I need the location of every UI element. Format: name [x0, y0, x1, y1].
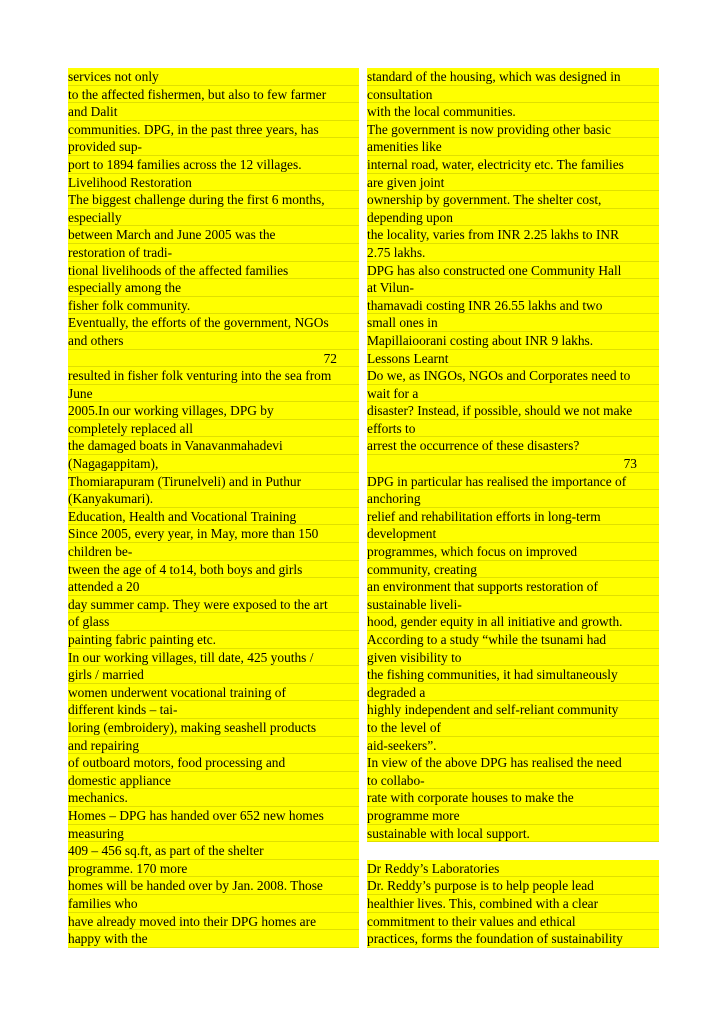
left-text-line: fisher folk community.: [68, 297, 359, 315]
right-text-line: efforts to: [367, 420, 659, 438]
right-text-line: small ones in: [367, 314, 659, 332]
right-text-line: the locality, varies from INR 2.25 lakhs to INR: [367, 226, 659, 244]
right-text-line: standard of the housing, which was designed in: [367, 68, 659, 86]
right-text-line: are given joint: [367, 174, 659, 192]
left-text-line: day summer camp. They were exposed to the art: [68, 596, 359, 614]
left-text-line: domestic appliance: [68, 772, 359, 790]
left-text-line: have already moved into their DPG homes are: [68, 913, 359, 931]
left-text-line: (Kanyakumari).: [68, 490, 359, 508]
left-text-line: girls / married: [68, 666, 359, 684]
right-text-line: Mapillaioorani costing about INR 9 lakhs.: [367, 332, 659, 350]
right-text-line: relief and rehabilitation efforts in long-term: [367, 508, 659, 526]
right-text-line: programmes, which focus on improved: [367, 543, 659, 561]
right-text-line: depending upon: [367, 209, 659, 227]
left-text-line: tween the age of 4 to14, both boys and girls: [68, 561, 359, 579]
right-text-line: practices, forms the foundation of sustainability: [367, 930, 659, 948]
right-text-line: wait for a: [367, 385, 659, 403]
page-number: 72: [68, 350, 359, 368]
right-text-line: disaster? Instead, if possible, should we not make: [367, 402, 659, 420]
right-text-line: highly independent and self-reliant community: [367, 701, 659, 719]
left-text-line: women underwent vocational training of: [68, 684, 359, 702]
right-text-line: the fishing communities, it had simultaneously: [367, 666, 659, 684]
left-text-line: programme. 170 more: [68, 860, 359, 878]
right-text-line: hood, gender equity in all initiative and growth.: [367, 613, 659, 631]
right-text-line: to the level of: [367, 719, 659, 737]
left-text-line: resulted in fisher folk venturing into the sea from: [68, 367, 359, 385]
left-text-line: happy with the: [68, 930, 359, 948]
right-text-line: at Vilun-: [367, 279, 659, 297]
right-text-line: given visibility to: [367, 649, 659, 667]
left-text-line: especially: [68, 209, 359, 227]
right-text-column: [367, 68, 659, 948]
left-text-line: services not only: [68, 68, 359, 86]
left-text-line: homes will be handed over by Jan. 2008. Those: [68, 877, 359, 895]
right-text-line: rate with corporate houses to make the: [367, 789, 659, 807]
left-text-line: painting fabric painting etc.: [68, 631, 359, 649]
left-text-line: Eventually, the efforts of the government, NGOs: [68, 314, 359, 332]
left-text-line: families who: [68, 895, 359, 913]
right-text-line: healthier lives. This, combined with a clear: [367, 895, 659, 913]
right-text-line: Dr Reddy’s Laboratories: [367, 860, 659, 878]
right-text-line: DPG in particular has realised the importance of: [367, 473, 659, 491]
right-text-line: an environment that supports restoration of: [367, 578, 659, 596]
blank-line: [367, 842, 659, 860]
left-text-line: In our working villages, till date, 425 youths /: [68, 649, 359, 667]
left-text-line: loring (embroidery), making seashell products: [68, 719, 359, 737]
right-text-line: thamavadi costing INR 26.55 lakhs and two: [367, 297, 659, 315]
left-text-line: mechanics.: [68, 789, 359, 807]
right-text-line: sustainable with local support.: [367, 825, 659, 843]
right-text-line: community, creating: [367, 561, 659, 579]
right-text-line: commitment to their values and ethical: [367, 913, 659, 931]
right-text-line: DPG has also constructed one Community Hall: [367, 262, 659, 280]
left-text-line: Education, Health and Vocational Training: [68, 508, 359, 526]
left-text-line: of glass: [68, 613, 359, 631]
right-text-line: development: [367, 525, 659, 543]
left-text-line: June: [68, 385, 359, 403]
right-text-line: degraded a: [367, 684, 659, 702]
left-text-line: children be-: [68, 543, 359, 561]
right-text-line: Dr. Reddy’s purpose is to help people lead: [367, 877, 659, 895]
left-text-line: the damaged boats in Vanavanmahadevi: [68, 437, 359, 455]
right-text-line: arrest the occurrence of these disasters?: [367, 437, 659, 455]
page-number: 73: [367, 455, 659, 473]
left-text-line: Homes – DPG has handed over 652 new homes: [68, 807, 359, 825]
right-text-line: ownership by government. The shelter cost,: [367, 191, 659, 209]
left-text-line: between March and June 2005 was the: [68, 226, 359, 244]
left-text-line: 2005.In our working villages, DPG by: [68, 402, 359, 420]
right-text-line: sustainable liveli-: [367, 596, 659, 614]
left-text-column: [68, 68, 359, 948]
left-text-line: and others: [68, 332, 359, 350]
left-text-line: communities. DPG, in the past three years, has: [68, 121, 359, 139]
right-text-line: internal road, water, electricity etc. The families: [367, 156, 659, 174]
right-text-line: to collabo-: [367, 772, 659, 790]
right-text-line: aid-seekers”.: [367, 737, 659, 755]
right-text-line: In view of the above DPG has realised the need: [367, 754, 659, 772]
right-text-line: According to a study “while the tsunami had: [367, 631, 659, 649]
left-text-line: 409 – 456 sq.ft, as part of the shelter: [68, 842, 359, 860]
left-text-line: restoration of tradi-: [68, 244, 359, 262]
left-text-line: tional livelihoods of the affected families: [68, 262, 359, 280]
left-text-line: Since 2005, every year, in May, more than 150: [68, 525, 359, 543]
right-text-line: amenities like: [367, 138, 659, 156]
left-text-line: and Dalit: [68, 103, 359, 121]
left-text-line: and repairing: [68, 737, 359, 755]
right-text-line: anchoring: [367, 490, 659, 508]
right-text-line: 2.75 lakhs.: [367, 244, 659, 262]
left-text-line: Livelihood Restoration: [68, 174, 359, 192]
right-text-line: Lessons Learnt: [367, 350, 659, 368]
right-text-line: consultation: [367, 86, 659, 104]
left-text-line: of outboard motors, food processing and: [68, 754, 359, 772]
right-text-line: with the local communities.: [367, 103, 659, 121]
left-text-line: different kinds – tai-: [68, 701, 359, 719]
right-text-line: The government is now providing other basic: [367, 121, 659, 139]
right-text-line: programme more: [367, 807, 659, 825]
left-text-line: Thomiarapuram (Tirunelveli) and in Puthur: [68, 473, 359, 491]
left-text-line: attended a 20: [68, 578, 359, 596]
left-text-line: measuring: [68, 825, 359, 843]
left-text-line: provided sup-: [68, 138, 359, 156]
left-text-line: completely replaced all: [68, 420, 359, 438]
right-text-line: Do we, as INGOs, NGOs and Corporates need to: [367, 367, 659, 385]
left-text-line: (Nagagappitam),: [68, 455, 359, 473]
left-text-line: to the affected fishermen, but also to few farmer: [68, 86, 359, 104]
left-text-line: The biggest challenge during the first 6 months,: [68, 191, 359, 209]
left-text-line: port to 1894 families across the 12 villages.: [68, 156, 359, 174]
left-text-line: especially among the: [68, 279, 359, 297]
